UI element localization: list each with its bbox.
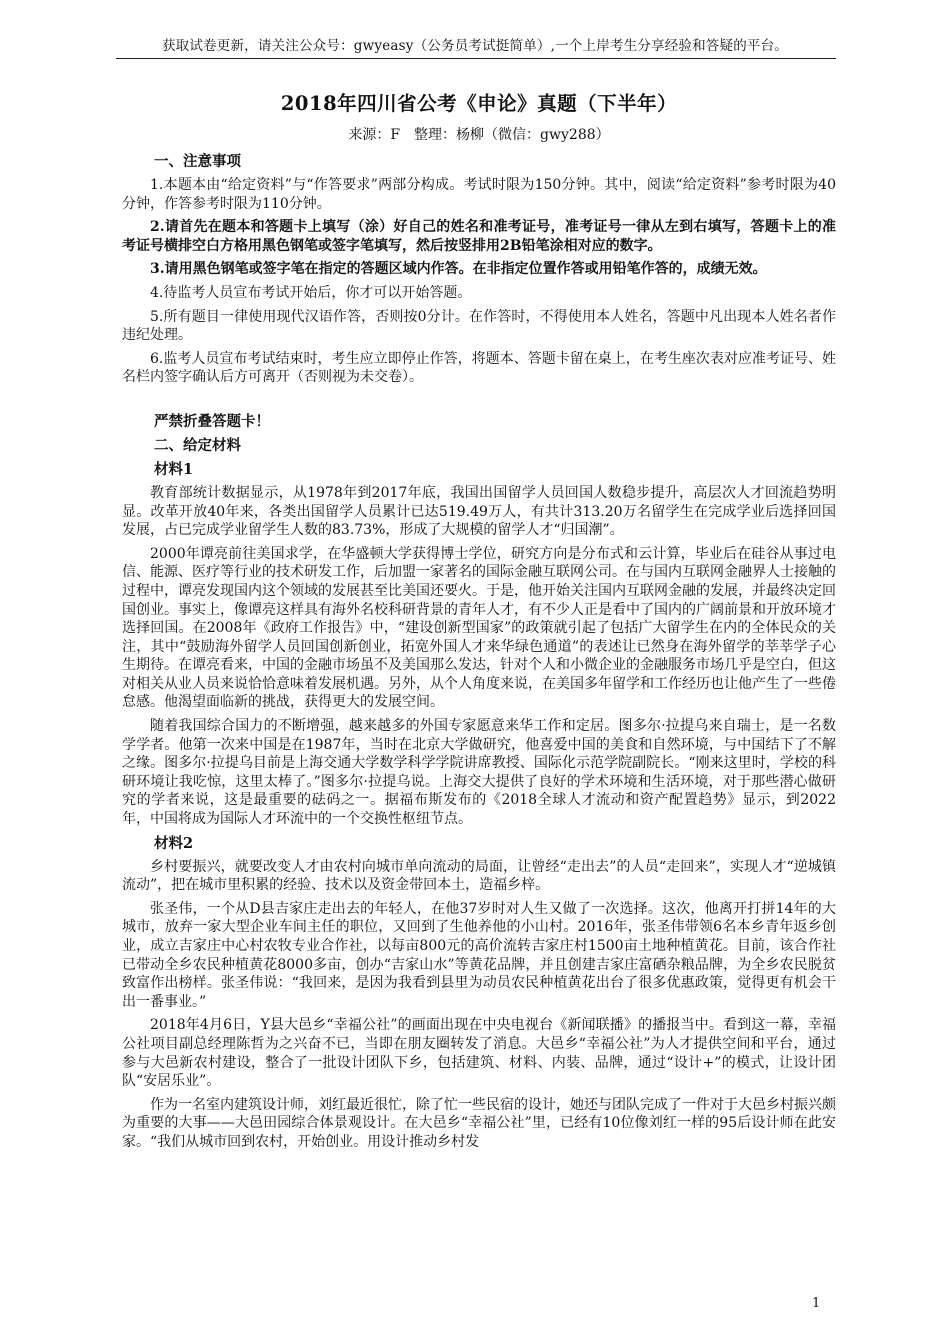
notice-item-1: 1.本题本由“给定资料”与“作答要求”两部分构成。考试时限为150分钟。其中，阅读“给定资料”参考时限为40分钟，作答参考时限为110分钟。	[122, 177, 836, 212]
notice-item-3: 3.请用黑色钢笔或签字笔在指定的答题区域内作答。在非指定位置作答或用铅笔作答的，成绩无效。	[150, 261, 767, 278]
document-body	[122, 88, 836, 1157]
source-line: 来源：F 整理：杨柳（微信：gwy288）	[348, 127, 610, 143]
material-2-label: 材料2	[154, 834, 194, 852]
notice-item-2: 2.请首先在题本和答题卡上填写（涂）好自己的姓名和准考证号，准考证号一律从左到右填写，答题卡上的准考证号横排空白方格用黑色钢笔或签字笔填写，然后按竖排用2B铅笔涂相对应的数字。	[122, 219, 836, 254]
material-2-paragraph: 2018年4月6日，Y县大邑乡“幸福公社”的画面出现在中央电视台《新闻联播》的播报当中。看到这一幕，幸福公社项目副总经理陈哲为之兴奋不已，当即在朋友圈转发了消息。大邑乡“幸福公社”为人才提供空间和平台，通过参与大邑新农村建设，整合了一批设计团队下乡，包括建筑、材料、内装、品牌，通过“设计+”的模式，让设计团队“安居乐业”。	[122, 1017, 836, 1090]
material-1-paragraph: 教育部统计数据显示，从1978年到2017年底，我国出国留学人员回国人数稳步提升，高层次人才回流趋势明显。改革开放40年来，各类出国留学人员累计已达519.49万人，有共计313.20万名留学生在完成学业后选择回国发展，占已完成学业留学生人数的83.73%，形成了大规模的留学人才“归国潮”。	[122, 484, 836, 539]
warning-text: 严禁折叠答题卡！	[154, 412, 270, 430]
notice-heading: 一、注意事项	[154, 153, 241, 170]
page-title: 2018年四川省公考《申论》真题（下半年）	[280, 92, 678, 115]
page-number: 1	[812, 1296, 821, 1311]
header-divider	[116, 58, 836, 59]
header-notice: 获取试卷更新，请关注公众号：gwyeasy（公务员考试挺简单）,一个上岸考生分享经验和答疑的平台。	[161, 38, 788, 54]
material-1-label: 材料1	[154, 460, 194, 478]
spacer	[122, 392, 836, 408]
notice-item-6: 6.监考人员宣布考试结束时，考生应立即停止作答，将题本、答题卡留在桌上，在考生座次表对应准考证号、姓名栏内签字确认后方可离开（否则视为未交卷）。	[122, 350, 836, 386]
material-2-paragraph: 作为一名室内建筑设计师，刘红最近很忙，除了忙一些民宿的设计，她还与团队完成了一件对于大邑乡村振兴颇为重要的大事——大邑田园综合体景观设计。在大邑乡“幸福公社”里，已经有10位像刘红一样的95后设计师在此安家。“我们从城市回到农村，开始创业。用设计推动乡村发	[122, 1096, 836, 1150]
material-2-paragraph: 乡村要振兴，就要改变人才由农村向城市单向流动的局面，让曾经“走出去”的人员“走回来”，实现人才“逆城镇流动”，把在城市里积累的经验、技术以及资金带回本土，造福乡梓。	[122, 858, 836, 894]
material-1-paragraph: 2000年谭亮前往美国求学，在华盛顿大学获得博士学位，研究方向是分布式和云计算，毕业后在硅谷从事过电信、能源、医疗等行业的技术研发工作，后加盟一家著名的国际金融互联网公司。在与国内互联网金融界人士接触的过程中，谭亮发现国内这个领域的发展甚至比美国还要火。于是，他开始关注国内互联网金融的发展，并最终决定回国创业。事实上，像谭亮这样具有海外名校科研背景的青年人才，有不少人正是看中了国内的广阔前景和开放环境才选择回国。在2008年《政府工作报告》中，“建设创新型国家”的政策就引起了包括广大留学生在内的全体民众的关注，其中“鼓励海外留学人员回国创新创业，拓宽外国人才来华绿色通道”的表述让已然身在海外留学的莘莘学子心生期待。在谭亮看来，中国的金融市场虽不及美国那么发达，针对个人和小微企业的金融服务市场几乎是空白，但这对相关从业人员来说恰恰意味着发展机遇。另外，从个人角度来说，在美国多年留学和工作经历也让他产生了一些倦怠感。他渴望面临新的挑战，获得更大的发展空间。	[122, 545, 836, 711]
material-1-paragraph: 随着我国综合国力的不断增强，越来越多的外国专家愿意来华工作和定居。图多尔·拉提乌来自瑞士，是一名数学学者。他第一次来中国是在1987年，当时在北京大学做研究，他喜爱中国的美食和自然环境，与中国结下了不解之缘。图多尔·拉提乌目前是上海交通大学数学科学学院讲席教授、国际化示范学院副院长。“刚来这里时，学校的科研环境让我吃惊，这里太棒了。”图多尔·拉提乌说。上海交大提供了良好的学术环境和生活环境，对于那些潜心做研究的学者来说，这是最重要的砝码之一。据福布斯发布的《2018全球人才流动和资产配置趋势》显示，到2022年，中国将成为国际人才环流中的一个交换性枢纽节点。	[122, 718, 836, 828]
notice-item-4: 4.待监考人员宣布考试开始后，你才可以开始答题。	[150, 284, 472, 301]
materials-heading: 二、给定材料	[154, 436, 241, 454]
material-2-paragraph: 张圣伟，一个从D县吉家庄走出去的年轻人，在他37岁时对人生又做了一次选择。这次，他离开打拼14年的大城市，放弃一家大型企业车间主任的职位，又回到了生他养他的小山村。2016年，张圣伟带领6名本乡青年返乡创业，成立吉家庄中心村农牧专业合作社，以每亩800元的高价流转吉家庄村1500亩土地种植黄花。目前，该合作社已带动全乡农民种植黄花8000多亩，创办“吉家山水”等黄花品牌，并且创建吉家庄富硒杂粮品牌，为全乡农民脱贫致富作出榜样。张圣伟说：“我回来，是因为我看到县里为动员农民种植黄花出台了很多优惠政策，觉得更有机会干出一番事业。”	[122, 900, 836, 1010]
notice-item-5: 5.所有题目一律使用现代汉语作答，否则按0分计。在作答时，不得使用本人姓名，答题中凡出现本人姓名者作违纪处理。	[122, 308, 836, 344]
